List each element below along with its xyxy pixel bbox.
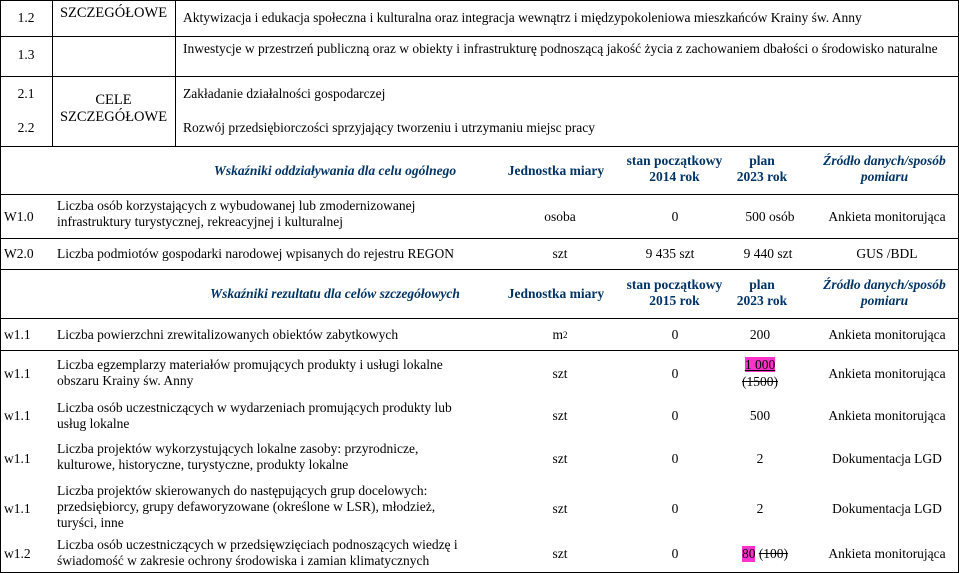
header-line: 2023 rok bbox=[736, 293, 788, 308]
header-line: plan bbox=[749, 153, 775, 168]
objective-text: Rozwój przedsiębiorczości sprzyjający tworzeniu i utrzymaniu miejsc pracy bbox=[183, 120, 595, 135]
indicator-start: 0 bbox=[671, 408, 679, 423]
impact-header-plan bbox=[712, 153, 812, 185]
indicator-plan: 2 bbox=[756, 501, 764, 516]
indicator-start: 0 bbox=[671, 366, 679, 381]
header-line: 2014 rok bbox=[649, 169, 700, 184]
objective-number: 1.3 bbox=[17, 47, 35, 62]
objective-text: Inwestycje w przestrzeń publiczną oraz w obiekty i infrastrukturę podnoszącą jakość życia z zachowaniem dbałości o środowisko naturalne bbox=[183, 41, 938, 56]
indicator-source: Ankieta monitorująca bbox=[828, 208, 946, 224]
header-line: pomiaru bbox=[860, 169, 909, 184]
indicator-plan: 500 osób bbox=[745, 208, 795, 224]
indicator-unit: szt bbox=[552, 546, 568, 561]
header-line: 2015 rok bbox=[649, 293, 700, 308]
header-line: 2023 rok bbox=[736, 169, 788, 184]
impact-header-source bbox=[810, 153, 959, 185]
indicator-name: Liczba powierzchni zrewitalizowanych obiektów zabytkowych bbox=[57, 326, 399, 342]
group-label bbox=[52, 92, 175, 126]
unit-superscript: 2 bbox=[563, 329, 568, 340]
impact-header-title: Wskaźniki oddziaływania dla celu ogólnego bbox=[213, 162, 457, 178]
indicator-name: Liczba projektów skierowanych do następujących grup docelowych: przedsiębiorcy, grupy defaworyzowane (określone w LSR), młodzież, turyści, inne bbox=[57, 483, 436, 530]
indicator-unit: szt bbox=[552, 246, 568, 261]
header-line: Źródło danych/sposób bbox=[823, 153, 946, 168]
indicator-name: Liczba projektów wykorzystujących lokalne zasoby: przyrodnicze, kulturowe, historyczne, turystyczne, produkty lokalne bbox=[57, 441, 419, 472]
unit-text: m bbox=[552, 326, 563, 342]
indicator-start: 0 bbox=[671, 501, 679, 516]
indicator-unit: szt bbox=[552, 451, 568, 466]
indicator-plan bbox=[730, 356, 790, 390]
indicator-plan: 2 bbox=[756, 451, 764, 466]
indicator-source: Ankieta monitorująca bbox=[828, 366, 946, 381]
indicator-start: 0 bbox=[671, 546, 679, 561]
indicator-id: w1.1 bbox=[4, 326, 31, 342]
indicator-source: Ankieta monitorująca bbox=[828, 408, 946, 423]
indicator-name: Liczba osób korzystających z wybudowanej lub zmodernizowanej infrastruktury turystycznej, rekreacyjnej i kulturalnej bbox=[57, 198, 416, 229]
indicator-plan: 200 bbox=[749, 326, 771, 342]
indicator-id: W1.0 bbox=[4, 208, 34, 224]
header-line: Źródło danych/sposób bbox=[823, 277, 946, 292]
result-header-unit: Jednostka miary bbox=[507, 286, 605, 301]
indicator-plan bbox=[720, 537, 810, 571]
indicator-source: Ankieta monitorująca bbox=[828, 326, 946, 342]
plan-new-value: 1 000 bbox=[744, 357, 776, 372]
indicator-start: 0 bbox=[671, 451, 679, 466]
group-label-line: SZCZEGÓŁOWE bbox=[59, 109, 168, 125]
indicator-id: w1.1 bbox=[4, 451, 31, 466]
indicator-unit bbox=[520, 319, 600, 350]
group-label-line: CELE bbox=[95, 92, 132, 108]
indicator-id: W2.0 bbox=[4, 246, 34, 261]
objective-number: 2.2 bbox=[17, 120, 35, 135]
header-line: pomiaru bbox=[860, 293, 909, 308]
indicator-source: Dokumentacja LGD bbox=[832, 501, 942, 516]
indicator-unit: szt bbox=[552, 366, 568, 381]
result-header-source bbox=[810, 277, 959, 309]
result-header-title: Wskaźniki rezultatu dla celów szczegółowych bbox=[210, 286, 460, 301]
indicator-unit: szt bbox=[552, 501, 568, 516]
header-line: plan bbox=[749, 277, 775, 292]
indicator-id: w1.2 bbox=[4, 546, 31, 561]
indicator-unit: szt bbox=[552, 408, 568, 423]
plan-old-value: (1500) bbox=[742, 374, 778, 389]
indicator-source: Ankieta monitorująca bbox=[828, 546, 946, 561]
indicator-name: Liczba podmiotów gospodarki narodowej wpisanych do rejestru REGON bbox=[57, 246, 455, 261]
indicator-id: w1.1 bbox=[4, 408, 31, 423]
objective-text: Zakładanie działalności gospodarczej bbox=[183, 86, 386, 101]
indicator-start: 0 bbox=[671, 208, 679, 224]
objective-number: 2.1 bbox=[17, 86, 35, 101]
indicator-name: Liczba osób uczestniczących w przedsięwzięciach podnoszących wiedzę i świadomość w zakresie ochrony środowiska i zamian klimatycznych bbox=[57, 537, 458, 568]
impact-header-unit: Jednostka miary bbox=[507, 162, 605, 178]
indicator-source: Dokumentacja LGD bbox=[832, 451, 942, 466]
group-label: SZCZEGÓŁOWE bbox=[59, 5, 168, 21]
indicator-start: 0 bbox=[671, 326, 679, 342]
objective-text: Aktywizacja i edukacja społeczna i kulturalna oraz integracja wewnątrz i międzypokoleniowa mieszkańców Krainy św. Anny bbox=[183, 10, 862, 25]
indicator-plan: 500 bbox=[749, 408, 771, 423]
indicator-start: 9 435 szt bbox=[645, 246, 695, 261]
objective-number: 1.2 bbox=[17, 10, 35, 25]
indicator-name: Liczba osób uczestniczących w wydarzeniach promujących produkty lub usług lokalne bbox=[57, 400, 452, 431]
indicator-id: w1.1 bbox=[4, 366, 31, 381]
indicator-plan: 9 440 szt bbox=[743, 246, 793, 261]
indicator-name: Liczba egzemplarzy materiałów promujących produkty i usługi lokalne obszaru Krainy św. Anny bbox=[57, 357, 443, 388]
plan-old-value: (100) bbox=[758, 546, 789, 561]
result-header-plan bbox=[712, 277, 812, 309]
header-line: stan początkowy bbox=[626, 277, 723, 292]
indicator-id: w1.1 bbox=[4, 501, 31, 516]
plan-new-value: 80 bbox=[741, 546, 756, 561]
indicator-unit: osoba bbox=[544, 208, 576, 224]
header-line: stan początkowy bbox=[626, 153, 723, 168]
indicator-source: GUS /BDL bbox=[856, 246, 918, 261]
